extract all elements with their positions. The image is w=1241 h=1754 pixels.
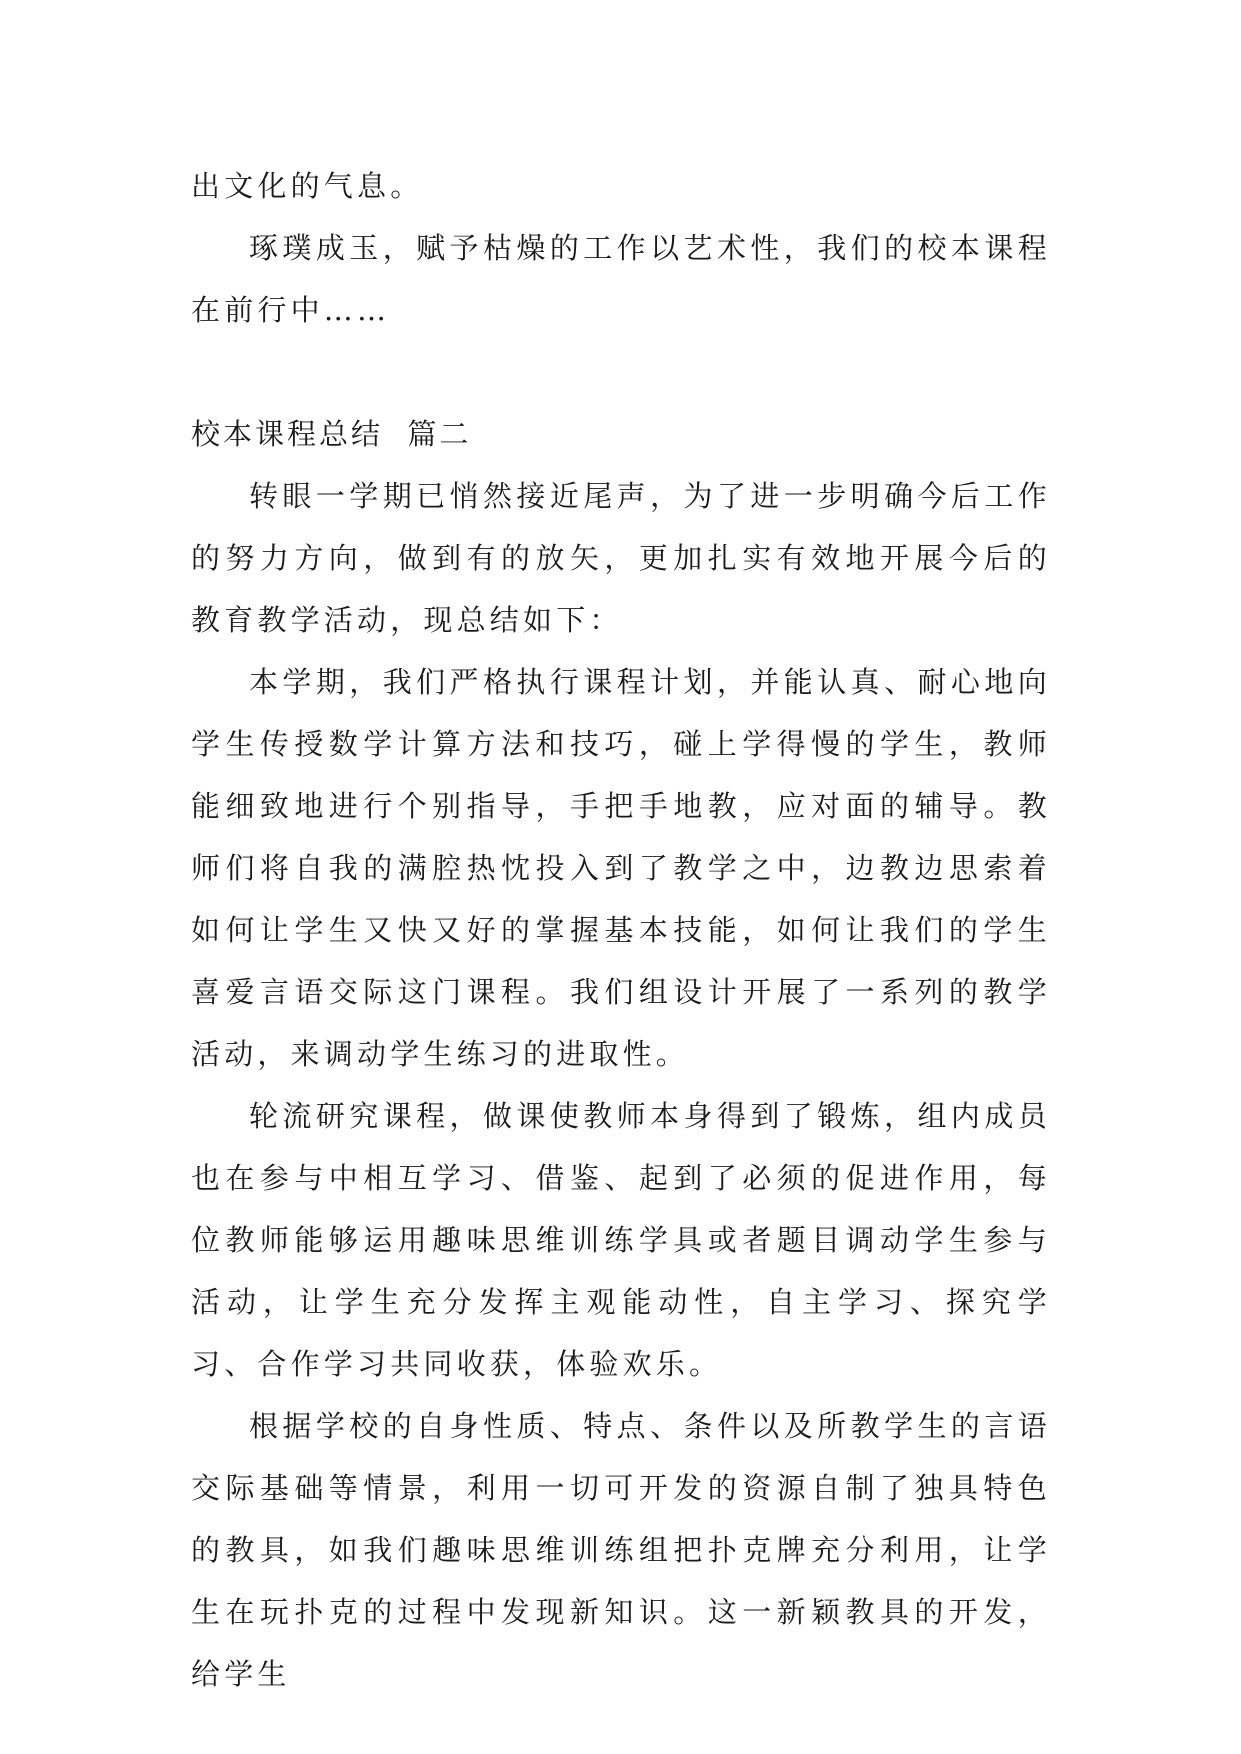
paragraph-4: 根据学校的自身性质、特点、条件以及所教学生的言语交际基础等情景，利用一切可开发的资源自制了独具特色的教具，如我们趣味思维训练组把扑克牌充分利用，让学生在玩扑克的过程中发现新知识。这一新颖教具的开发，给学生 xyxy=(191,1409,1051,1691)
continuation-line: 出文化的气息。 xyxy=(191,169,424,203)
document-body xyxy=(191,155,1051,1705)
section-heading: 校本课程总结 篇二 xyxy=(191,417,472,451)
section-spacer xyxy=(191,341,1051,403)
paragraph-1: 转眼一学期已悄然接近尾声，为了进一步明确今后工作的努力方向，做到有的放矢，更加扎实有效地开展今后的教育教学活动，现总结如下： xyxy=(191,479,1051,637)
closing-paragraph: 琢璞成玉，赋予枯燥的工作以艺术性，我们的校本课程在前行中…… xyxy=(191,231,1051,327)
paragraph-2: 本学期，我们严格执行课程计划，并能认真、耐心地向学生传授数学计算方法和技巧，碰上学得慢的学生，教师能细致地进行个别指导，手把手地教，应对面的辅导。教师们将自我的满腔热忱投入到了教学之中，边教边思索着如何让学生又快又好的掌握基本技能，如何让我们的学生喜爱言语交际这门课程。我们组设计开展了一系列的教学活动，来调动学生练习的进取性。 xyxy=(191,665,1051,1071)
paragraph-3: 轮流研究课程，做课使教师本身得到了锻炼，组内成员也在参与中相互学习、借鉴、起到了必须的促进作用，每位教师能够运用趣味思维训练学具或者题目调动学生参与活动，让学生充分发挥主观能动性，自主学习、探究学习、合作学习共同收获，体验欢乐。 xyxy=(191,1099,1051,1381)
